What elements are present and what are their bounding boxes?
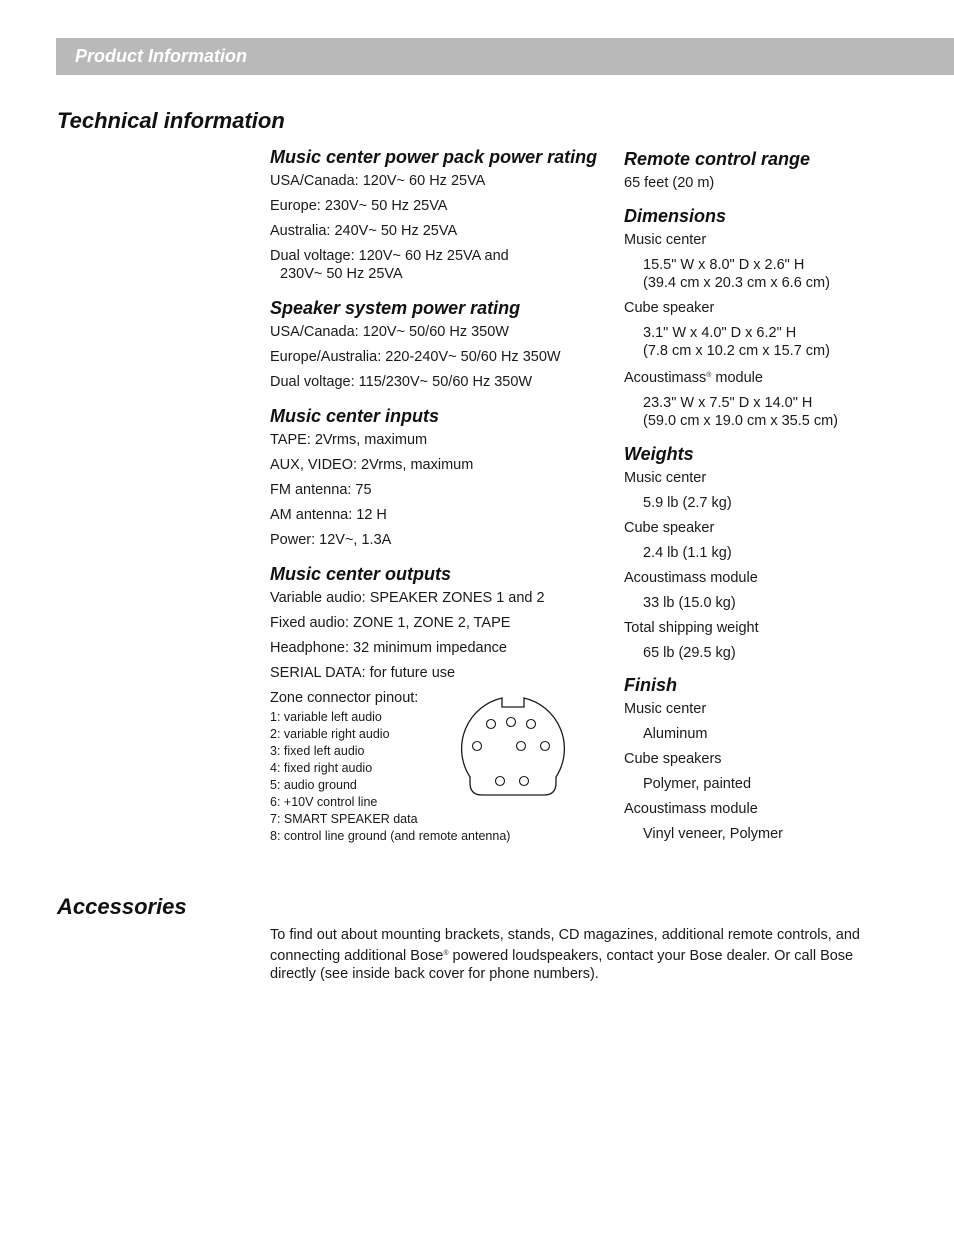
- dim-cube-label: Cube speaker: [624, 300, 715, 316]
- connector-pin: [496, 777, 505, 786]
- dim-music-center-metric: (39.4 cm x 20.3 cm x 6.6 cm): [643, 275, 830, 291]
- inputs-line: TAPE: 2Vrms, maximum: [270, 432, 428, 448]
- pin-item: 7: SMART SPEAKER data: [270, 812, 418, 826]
- dim-acoustimass-label: [624, 367, 944, 387]
- outputs-line: Headphone: 32 minimum impedance: [270, 640, 507, 656]
- weights-title: Weights: [624, 444, 694, 464]
- inputs-line: AM antenna: 12 H: [270, 507, 387, 523]
- finish-value: Polymer, painted: [643, 776, 752, 792]
- connector-pin: [517, 742, 526, 751]
- zone-connector-pinout: [270, 689, 600, 845]
- outputs-line: Fixed audio: ZONE 1, ZONE 2, TAPE: [270, 615, 511, 631]
- header-bar: [56, 38, 954, 75]
- speaker-power-line: USA/Canada: 120V~ 50/60 Hz 350W: [270, 324, 509, 340]
- dim-cube-metric: (7.8 cm x 10.2 cm x 15.7 cm): [643, 343, 830, 359]
- connector-pin: [541, 742, 550, 751]
- weight-value: 33 lb (15.0 kg): [643, 595, 736, 611]
- outputs-line: SERIAL DATA: for future use: [270, 665, 456, 681]
- weight-label: Cube speaker: [624, 520, 715, 536]
- pin-item: 3: fixed left audio: [270, 744, 365, 758]
- speaker-power-line: Dual voltage: 115/230V~ 50/60 Hz 350W: [270, 374, 533, 390]
- connector-pin: [473, 742, 482, 751]
- speaker-power-line: Europe/Australia: 220-240V~ 50/60 Hz 350W: [270, 349, 561, 365]
- outputs-line: Variable audio: SPEAKER ZONES 1 and 2: [270, 590, 545, 606]
- accessories-text-part-1: To find out about mounting brackets, stands, CD magazines, additional remote controls, and connecting additional Bose: [270, 927, 860, 964]
- dim-cube-value: 3.1" W x 4.0" D x 6.2" H: [643, 325, 797, 341]
- weight-value: 5.9 lb (2.7 kg): [643, 495, 732, 511]
- weight-value: 2.4 lb (1.1 kg): [643, 545, 732, 561]
- technical-info-title: Technical information: [57, 108, 285, 133]
- remote-range-value: 65 feet (20 m): [624, 175, 715, 191]
- header-title: Product Information: [75, 46, 247, 66]
- weights-group: [624, 445, 944, 662]
- accessories-text: [270, 926, 890, 984]
- pin-item: 2: variable right audio: [270, 727, 390, 741]
- finish-title: Finish: [624, 675, 677, 695]
- finish-value: Aluminum: [643, 726, 708, 742]
- speaker-power-title: Speaker system power rating: [270, 298, 521, 318]
- din-connector-diagram: [458, 695, 568, 801]
- power-pack-line: USA/Canada: 120V~ 60 Hz 25VA: [270, 173, 486, 189]
- power-pack-title: Music center power pack power rating: [270, 147, 598, 167]
- accessories-title: Accessories: [57, 894, 187, 919]
- registered-mark: ®: [443, 949, 449, 957]
- pin-item: 6: +10V control line: [270, 795, 378, 809]
- pin-item: 5: audio ground: [270, 778, 357, 792]
- weight-label: Acoustimass module: [624, 570, 758, 586]
- inputs-title: Music center inputs: [270, 406, 440, 426]
- inputs-line: Power: 12V~, 1.3A: [270, 532, 392, 548]
- inputs-line: FM antenna: 75: [270, 482, 372, 498]
- power-pack-dual-line-1: Dual voltage: 120V~ 60 Hz 25VA and: [270, 248, 509, 264]
- finish-label: Music center: [624, 701, 707, 717]
- inputs-group: [270, 407, 600, 549]
- connector-pin: [487, 720, 496, 729]
- outputs-title: Music center outputs: [270, 564, 452, 584]
- technical-left-column: [270, 148, 600, 845]
- dim-acoustimass-metric: (59.0 cm x 19.0 cm x 35.5 cm): [643, 413, 839, 429]
- dim-acoustimass-value: 23.3" W x 7.5" D x 14.0" H: [643, 395, 813, 411]
- power-pack-group: [270, 148, 600, 283]
- connector-pin: [527, 720, 536, 729]
- dimensions-title: Dimensions: [624, 206, 727, 226]
- accessories-text-part-2: powered loudspeakers, contact your Bose dealer. Or call Bose directly (see inside back cover for phone numbers).: [270, 947, 854, 982]
- finish-value: Vinyl veneer, Polymer: [643, 826, 783, 842]
- finish-label: Cube speakers: [624, 751, 722, 767]
- power-pack-line: Australia: 240V~ 50 Hz 25VA: [270, 223, 458, 239]
- remote-range-group: [624, 150, 944, 192]
- connector-pin: [520, 777, 529, 786]
- finish-group: [624, 676, 944, 843]
- power-pack-line: Europe: 230V~ 50 Hz 25VA: [270, 198, 448, 214]
- registered-mark: ®: [706, 372, 712, 379]
- weight-label: Music center: [624, 470, 707, 486]
- dim-music-center-value: 15.5" W x 8.0" D x 2.6" H: [643, 257, 805, 273]
- pin-item: 8: control line ground (and remote antenna): [270, 829, 511, 843]
- pin-item: 1: variable left audio: [270, 710, 382, 724]
- remote-range-title: Remote control range: [624, 149, 811, 169]
- pinout-label: Zone connector pinout:: [270, 690, 419, 706]
- inputs-line: AUX, VIDEO: 2Vrms, maximum: [270, 457, 474, 473]
- technical-right-column: [624, 148, 944, 850]
- dim-music-center-label: Music center: [624, 232, 707, 248]
- connector-pin: [507, 718, 516, 727]
- dimensions-group: [624, 207, 944, 430]
- weight-value: 65 lb (29.5 kg): [643, 645, 736, 661]
- weight-label: Total shipping weight: [624, 620, 759, 636]
- pin-item: 4: fixed right audio: [270, 761, 373, 775]
- finish-label: Acoustimass module: [624, 801, 758, 817]
- outputs-group: [270, 565, 600, 845]
- acoustimass-suffix: module: [711, 370, 763, 386]
- acoustimass-name: Acoustimass: [624, 370, 707, 386]
- power-pack-dual-line-2: 230V~ 50 Hz 25VA: [280, 266, 403, 282]
- speaker-power-group: [270, 299, 600, 391]
